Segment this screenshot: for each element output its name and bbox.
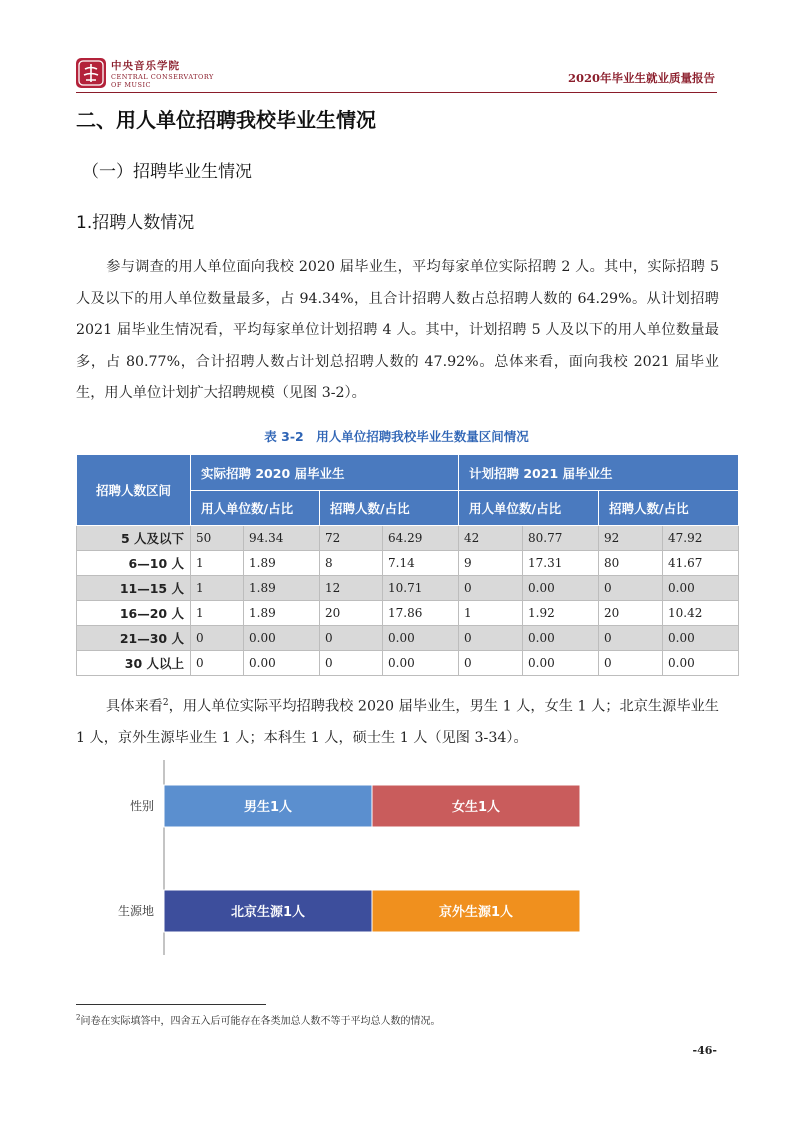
table-cell: 1 — [191, 601, 244, 626]
logo-english-line2: OF MUSIC — [111, 81, 152, 89]
page-number: -46- — [692, 1044, 717, 1057]
average-hiring-chart — [76, 760, 736, 960]
table-cell: 12 — [320, 576, 383, 601]
paragraph-text: 参与调查的用人单位面向我校 2020 届毕业生，平均每家单位实际招聘 2 人。其中，实际招聘 5 人及以下的用人单位数量最多，占 94.34%，且合计招聘人数占总招聘人数的 64.29%。从计划招聘 2021 届毕业生情况看，平均每家单位计划招聘 4 人。其中，计划招聘 5 人及以下的用人单位数量最多，占 80.77%，合计招聘人数占计划总招聘人数的 47.92%。总体来看，面向我校 2021 届毕业生，用人单位计划扩大招聘规模（见图 3-2）。 — [76, 259, 719, 402]
table-cell: 72 — [320, 526, 383, 551]
table-cell: 17.31 — [523, 551, 599, 576]
table-cell: 0 — [599, 626, 663, 651]
report-title: 2020年毕业生就业质量报告 — [567, 71, 715, 85]
table-cell: 0.00 — [663, 576, 739, 601]
footnote-ref: 2 — [162, 698, 169, 708]
band-label: 21—30 人 — [77, 626, 191, 651]
band-label: 16—20 人 — [77, 601, 191, 626]
data-label: 男生1人 — [243, 800, 293, 815]
table-cell: 8 — [320, 551, 383, 576]
category-tick-label: 生源地 — [117, 904, 154, 918]
section-title: 二、用人单位招聘我校毕业生情况 — [76, 108, 376, 132]
band-label: 30 人以上 — [77, 651, 191, 676]
table-cell: 0.00 — [383, 626, 459, 651]
table-cell: 0.00 — [663, 651, 739, 676]
table-cell: 7.14 — [383, 551, 459, 576]
table-row — [77, 551, 739, 576]
group-header-actual: 实际招聘 2020 届毕业生 — [191, 455, 459, 491]
table-cell: 1 — [191, 576, 244, 601]
table-cell: 41.67 — [663, 551, 739, 576]
table-cell: 1.89 — [244, 551, 320, 576]
table-cell: 17.86 — [383, 601, 459, 626]
school-logo — [76, 58, 106, 88]
category-tick-label: 性别 — [129, 799, 154, 813]
footnote-text: 问卷在实际填答中，四舍五入后可能存在各类加总人数不等于平均总人数的情况。 — [80, 1016, 441, 1027]
table-cell: 1.89 — [244, 576, 320, 601]
hiring-band-table — [76, 454, 738, 676]
table-cell: 0.00 — [523, 626, 599, 651]
table-cell: 80 — [599, 551, 663, 576]
table-row — [77, 651, 739, 676]
data-label: 北京生源1人 — [230, 905, 306, 920]
subheader-hires-actual: 招聘人数/占比 — [320, 491, 459, 526]
table-row — [77, 626, 739, 651]
subsection-title: （一）招聘毕业生情况 — [82, 162, 252, 182]
paragraph-text-start: 具体来看 — [106, 698, 163, 715]
logo-emblem-icon — [76, 58, 106, 88]
table-cell: 0.00 — [244, 651, 320, 676]
footnote-number: 2 — [76, 1013, 81, 1022]
table-cell: 0.00 — [523, 651, 599, 676]
table-cell: 92 — [599, 526, 663, 551]
table-cell: 94.34 — [244, 526, 320, 551]
paragraph-average-hiring — [76, 688, 719, 755]
header-divider — [76, 92, 717, 93]
group-header-planned: 计划招聘 2021 届毕业生 — [459, 455, 739, 491]
table-cell: 0 — [459, 576, 523, 601]
table-cell: 0 — [191, 651, 244, 676]
data-label: 京外生源1人 — [438, 905, 514, 920]
data-label: 女生1人 — [451, 800, 501, 815]
table-cell: 0.00 — [383, 651, 459, 676]
table-cell: 47.92 — [663, 526, 739, 551]
table-cell: 0 — [320, 651, 383, 676]
table-cell: 1 — [191, 551, 244, 576]
table-caption: 表 3-2 用人单位招聘我校毕业生数量区间情况 — [264, 429, 529, 444]
table-cell: 1 — [459, 601, 523, 626]
table-cell: 0.00 — [663, 626, 739, 651]
table-cell: 80.77 — [523, 526, 599, 551]
row-header: 招聘人数区间 — [77, 455, 191, 526]
table-cell: 10.42 — [663, 601, 739, 626]
band-label: 5 人及以下 — [77, 526, 191, 551]
table-row — [77, 601, 739, 626]
table-cell: 0.00 — [523, 576, 599, 601]
paragraph-text-end: ，用人单位实际平均招聘我校 2020 届毕业生，男生 1 人，女生 1 人；北京生源毕业生 1 人，京外生源毕业生 1 人；本科生 1 人，硕士生 1 人（见图 3-34）。 — [76, 698, 719, 747]
table-row — [77, 576, 739, 601]
sub-subsection-title: 1.招聘人数情况 — [76, 213, 195, 233]
table-cell: 0.00 — [244, 626, 320, 651]
table-cell: 0 — [599, 576, 663, 601]
table-cell: 20 — [599, 601, 663, 626]
subheader-units-actual: 用人单位数/占比 — [191, 491, 320, 526]
stacked-bar-chart — [76, 760, 736, 960]
band-label: 11—15 人 — [77, 576, 191, 601]
table-cell: 0 — [459, 626, 523, 651]
table-cell: 1.89 — [244, 601, 320, 626]
subheader-hires-planned: 招聘人数/占比 — [599, 491, 739, 526]
band-label: 6—10 人 — [77, 551, 191, 576]
logo-chinese-name: 中央音乐学院 — [111, 60, 180, 72]
footnote — [76, 1012, 440, 1027]
table-cell: 20 — [320, 601, 383, 626]
table-cell: 64.29 — [383, 526, 459, 551]
table-row — [77, 526, 739, 551]
footnote-divider — [76, 1004, 266, 1005]
table-cell: 1.92 — [523, 601, 599, 626]
table-cell: 0 — [320, 626, 383, 651]
table-cell: 0 — [599, 651, 663, 676]
table-cell: 10.71 — [383, 576, 459, 601]
table-cell: 0 — [191, 626, 244, 651]
paragraph-hiring-overview — [76, 252, 719, 410]
subheader-units-planned: 用人单位数/占比 — [459, 491, 599, 526]
table-cell: 50 — [191, 526, 244, 551]
table-cell: 0 — [459, 651, 523, 676]
table-cell: 9 — [459, 551, 523, 576]
logo-english-line1: CENTRAL CONSERVATORY — [111, 73, 214, 81]
table-cell: 42 — [459, 526, 523, 551]
